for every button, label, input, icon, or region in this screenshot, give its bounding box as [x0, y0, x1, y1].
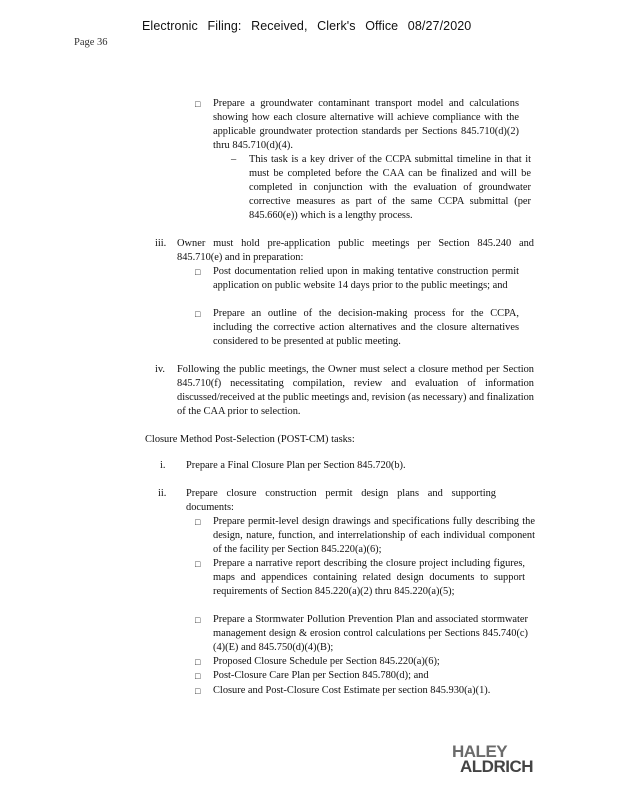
company-logo: HALEY ALDRICH: [452, 742, 533, 776]
bullet-icon: □: [195, 657, 201, 667]
filing-header: Electronic Filing: Received, Clerk's Office 08/27/2020: [142, 19, 472, 33]
list-item: Post-Closure Care Plan per Section 845.780(d); and: [213, 670, 429, 681]
list-item: Following the public meetings, the Owner must select a closure method per Section 845.710(f) necessitating compilation, review and evaluation of information discussed/received at the public meetings and, revision (as necessary) and finalization of the CAA prior to selection.: [177, 364, 534, 417]
list-item: Prepare a groundwater contaminant transport model and calculations showing how each closure alternative will achieve compliance with the applicable groundwater protection standards per Sections 845.710(d)(2) thru 845.710(d)(4).: [213, 98, 519, 151]
page-number: Page 36: [74, 37, 108, 48]
bullet-icon: □: [195, 99, 201, 109]
list-item: Prepare permit-level design drawings and specifications fully describing the design, nature, function, and interrelationship of each individual component of the facility per Section 845.220(a)(6);: [213, 516, 535, 555]
bullet-icon: □: [195, 267, 201, 277]
bullet-icon: □: [195, 309, 201, 319]
list-item: Prepare a Stormwater Pollution Prevention Plan and associated stormwater management design & erosion control calculations per Sections 845.740(c)(4)(E) and 845.750(d)(4)(B);: [213, 614, 528, 653]
list-item: Prepare a Final Closure Plan per Section 845.720(b).: [186, 460, 406, 471]
bullet-icon: □: [195, 559, 201, 569]
list-item: Owner must hold pre-application public meetings per Section 845.240 and 845.710(e) and in preparation:: [177, 238, 534, 263]
bullet-icon: □: [195, 671, 201, 681]
list-marker: ii.: [158, 488, 167, 499]
list-marker: i.: [160, 460, 166, 471]
list-item: Prepare an outline of the decision-making process for the CCPA, including the corrective action alternatives and the closure alternatives considered to be presented at public meeting.: [213, 308, 519, 347]
list-marker: iv.: [155, 364, 166, 375]
list-marker: iii.: [155, 238, 167, 249]
list-item: This task is a key driver of the CCPA submittal timeline in that it must be completed before the CAA can be finalized and will be completed in conjunction with the evaluation of groundwater corrective measures as part of the same CCPA submittal (per 845.660(e)) which is a lengthy process.: [249, 154, 531, 221]
list-item: Prepare a narrative report describing the closure project including figures, maps and appendices containing related design documents to support requirements of Section 845.220(a)(2) thru 845.220(a)(5);: [213, 558, 525, 597]
list-item: Prepare closure construction permit design plans and supporting documents:: [186, 488, 496, 513]
section-title: Closure Method Post-Selection (POST-CM) tasks:: [145, 434, 355, 445]
list-item: Closure and Post-Closure Cost Estimate per section 845.930(a)(1).: [213, 685, 491, 696]
bullet-icon: □: [195, 517, 201, 527]
dash-marker: –: [231, 154, 237, 165]
bullet-icon: □: [195, 615, 201, 625]
list-item: Post documentation relied upon in making tentative construction permit application on public website 14 days prior to the public meetings; and: [213, 266, 519, 291]
bullet-icon: □: [195, 686, 201, 696]
list-item: Proposed Closure Schedule per Section 845.220(a)(6);: [213, 656, 440, 667]
